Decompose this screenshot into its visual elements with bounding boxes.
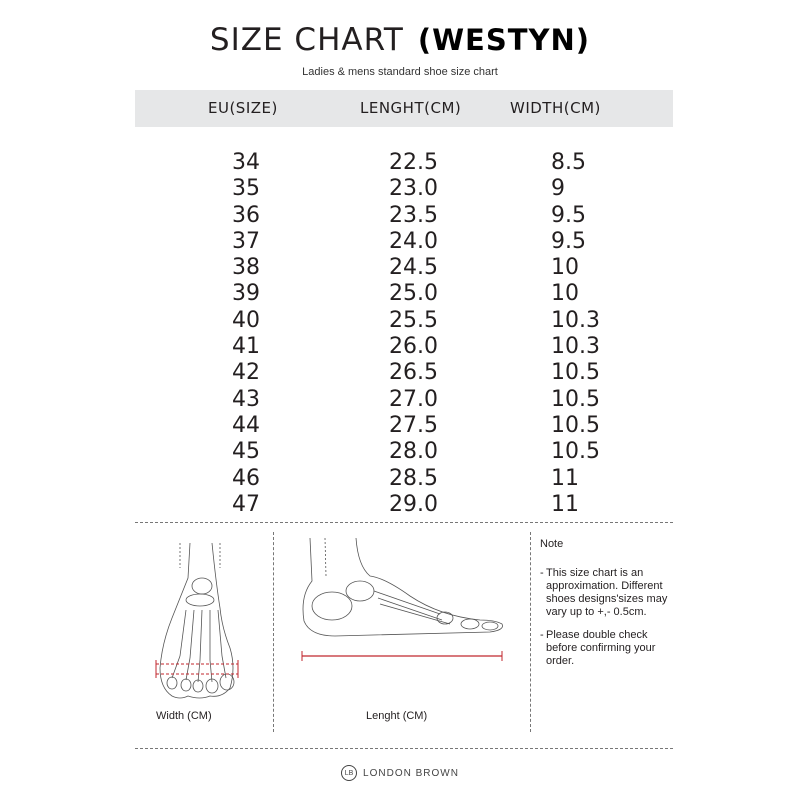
table-row — [0, 387, 800, 413]
header-length: LENGHT(CM) — [360, 99, 462, 117]
cell-eu-size: 42 — [232, 360, 260, 386]
cell-length: 26.5 — [389, 360, 438, 386]
cell-eu-size: 41 — [232, 334, 260, 360]
cell-length: 28.0 — [389, 439, 438, 465]
cell-width: 10.3 — [551, 307, 600, 333]
note-item-text: Please double check before confirming your order. — [546, 629, 656, 667]
cell-width: 8.5 — [551, 150, 586, 175]
cell-eu-size: 43 — [232, 386, 260, 412]
cell-eu-size: 35 — [232, 176, 260, 202]
brand-logo-icon: LB — [341, 765, 357, 781]
cell-length: 25.5 — [389, 307, 438, 333]
cell-eu-size: 39 — [232, 281, 260, 307]
note-item: - Please double check before confirming your order. — [540, 629, 680, 668]
cell-eu-size: 38 — [232, 255, 260, 281]
cell-length: 29.0 — [389, 491, 438, 517]
cell-eu-size: 34 — [232, 150, 260, 175]
cell-width: 9.5 — [551, 202, 586, 228]
table-row — [0, 334, 800, 360]
foot-top-view-diagram — [150, 538, 245, 703]
table-row — [0, 439, 800, 465]
cell-length: 26.0 — [389, 334, 438, 360]
note-item: - This size chart is an approximation. Different shoes designs'sizes may vary up to +,- 0.5cm. — [540, 567, 680, 619]
width-caption: Width (CM) — [156, 710, 212, 722]
cell-width: 10.5 — [551, 439, 600, 465]
divider-bottom — [135, 748, 673, 749]
divider-top — [135, 522, 673, 523]
cell-width: 9.5 — [551, 228, 586, 254]
cell-eu-size: 37 — [232, 228, 260, 254]
length-measure-line — [302, 651, 502, 661]
table-row — [0, 360, 800, 386]
note-title: Note — [540, 538, 564, 550]
title-row — [0, 22, 800, 58]
cell-width: 10.3 — [551, 334, 600, 360]
table-row — [0, 150, 800, 176]
cell-width: 11 — [551, 491, 579, 517]
cell-eu-size: 45 — [232, 439, 260, 465]
cell-length: 24.5 — [389, 255, 438, 281]
table-row — [0, 176, 800, 202]
cell-length: 23.0 — [389, 176, 438, 202]
cell-length: 22.5 — [389, 150, 438, 175]
cell-width: 10.5 — [551, 360, 600, 386]
cell-eu-size: 44 — [232, 412, 260, 438]
cell-eu-size: 47 — [232, 491, 260, 517]
table-row — [0, 203, 800, 229]
size-table-body — [0, 150, 800, 518]
table-row — [0, 492, 800, 518]
cell-length: 23.5 — [389, 202, 438, 228]
cell-width: 9 — [551, 176, 565, 202]
cell-width: 10.5 — [551, 386, 600, 412]
foot-side-view-diagram — [290, 536, 515, 666]
cell-width: 10 — [551, 281, 579, 307]
cell-length: 28.5 — [389, 465, 438, 491]
table-row — [0, 466, 800, 492]
cell-length: 27.5 — [389, 412, 438, 438]
product-name: (WESTYN) — [417, 23, 591, 57]
cell-width: 11 — [551, 465, 579, 491]
divider-vertical-right — [530, 532, 531, 732]
cell-width: 10 — [551, 255, 579, 281]
note-panel — [540, 538, 680, 678]
cell-length: 27.0 — [389, 386, 438, 412]
header-width: WIDTH(CM) — [510, 99, 601, 117]
cell-eu-size: 46 — [232, 465, 260, 491]
brand-footer — [0, 765, 800, 781]
cell-eu-size: 36 — [232, 202, 260, 228]
cell-eu-size: 40 — [232, 307, 260, 333]
page-subtitle: Ladies & mens standard shoe size chart — [302, 66, 498, 78]
page-title: SIZE CHART — [209, 22, 404, 58]
brand-name: LONDON BROWN — [363, 767, 459, 779]
cell-length: 24.0 — [389, 228, 438, 254]
cell-width: 10.5 — [551, 412, 600, 438]
table-row — [0, 229, 800, 255]
table-row — [0, 308, 800, 334]
header-eu-size: EU(SIZE) — [208, 99, 278, 117]
cell-length: 25.0 — [389, 281, 438, 307]
table-row — [0, 281, 800, 307]
note-item-text: This size chart is an approximation. Different shoes designs'sizes may vary up to +,- 0.5cm. — [546, 567, 668, 618]
length-caption: Lenght (CM) — [366, 710, 428, 722]
table-row — [0, 413, 800, 439]
table-row — [0, 255, 800, 281]
divider-vertical-left — [273, 532, 274, 732]
